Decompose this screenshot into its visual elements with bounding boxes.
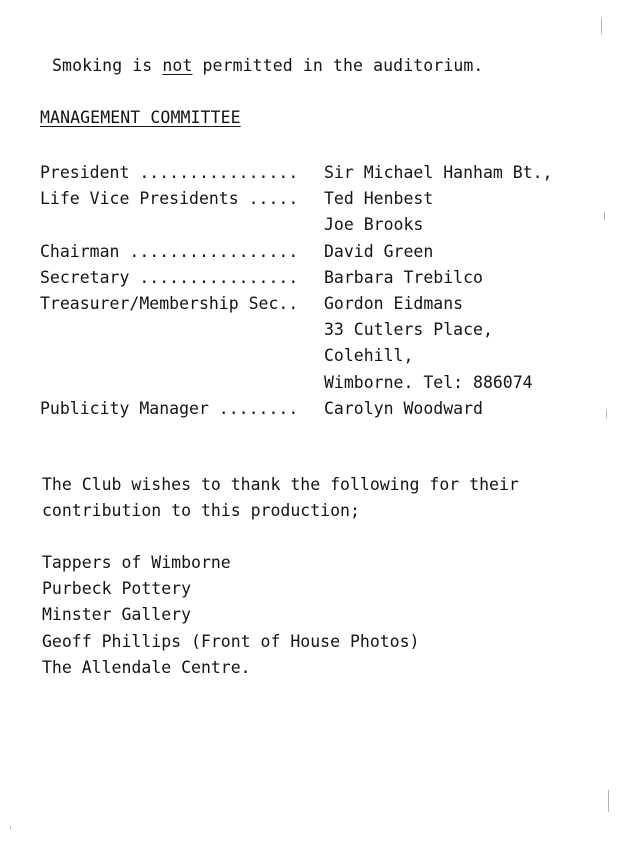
list-item: Purbeck Pottery <box>42 579 192 599</box>
committee-role: President ................ <box>40 163 299 182</box>
committee-name: Joe Brooks <box>324 215 424 235</box>
smoking-notice <box>52 56 483 76</box>
notice-text-before: Smoking is <box>52 56 163 75</box>
notice-emphasis: not <box>162 56 193 75</box>
committee-row <box>40 372 533 398</box>
committee-row <box>40 319 493 345</box>
contributors-list <box>42 552 420 683</box>
committee-role: Chairman ................. <box>40 241 299 261</box>
committee-name: David Green <box>324 241 434 261</box>
list-item: Minster Gallery <box>42 605 192 625</box>
committee-list <box>40 162 553 424</box>
committee-name: Wimborne. Tel: 886074 <box>324 372 533 392</box>
committee-name: Barbara Trebilco <box>324 267 483 287</box>
committee-row <box>40 241 434 267</box>
committee-row <box>40 293 464 319</box>
committee-row <box>40 267 483 293</box>
committee-name: Sir Michael Hanham Bt., <box>324 163 553 182</box>
committee-name: Ted Henbest <box>324 189 434 209</box>
thanks-line: The Club wishes to thank the following for their <box>42 475 519 494</box>
committee-role: Treasurer/Membership Sec.. <box>40 293 299 313</box>
scan-mark <box>601 18 602 34</box>
committee-heading: MANAGEMENT COMMITTEE <box>40 108 241 127</box>
committee-name: 33 Cutlers Place, <box>324 320 493 340</box>
committee-row <box>40 345 414 371</box>
list-item: Tappers of Wimborne <box>42 553 231 572</box>
committee-role: Life Vice Presidents ..... <box>40 189 299 209</box>
thanks-line: contribution to this production; <box>42 501 360 520</box>
committee-row <box>40 398 483 424</box>
committee-row <box>40 162 553 188</box>
committee-name: Colehill, <box>324 346 414 366</box>
committee-role: Secretary ................ <box>40 267 299 287</box>
thanks-paragraph <box>42 474 519 526</box>
list-item: Geoff Phillips (Front of House Photos) <box>42 631 420 651</box>
scan-mark <box>606 410 607 418</box>
notice-text-after: permitted in the auditorium. <box>192 56 484 75</box>
committee-row <box>40 214 424 240</box>
scan-mark <box>10 826 11 829</box>
list-item: The Allendale Centre. <box>42 657 251 677</box>
committee-name: Carolyn Woodward <box>324 398 483 418</box>
committee-name: Gordon Eidmans <box>324 293 464 313</box>
scan-mark <box>608 790 609 812</box>
scan-mark <box>604 212 605 220</box>
committee-row <box>40 188 434 214</box>
committee-role: Publicity Manager ........ <box>40 398 299 418</box>
